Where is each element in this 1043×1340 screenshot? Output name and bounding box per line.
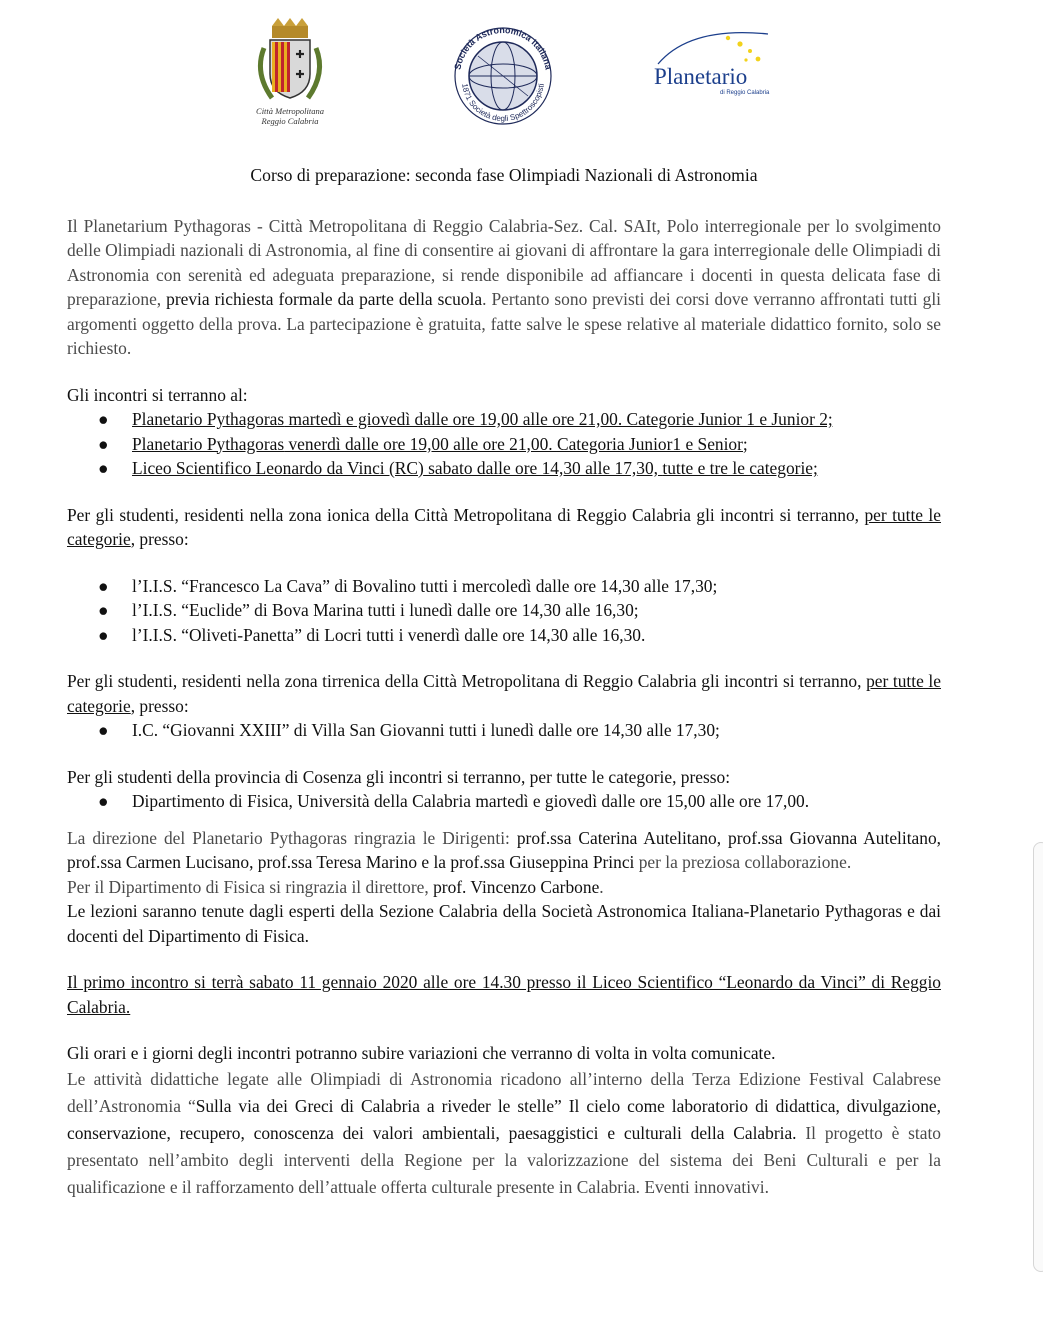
bullet-icon: ●	[98, 575, 109, 596]
list-item: ● Planetario Pythagoras venerdì dalle ore 19,00 alle ore 21,00. Categoria Junior1 e Senior;	[67, 432, 941, 457]
cosenza-list	[67, 789, 941, 814]
bullet-icon: ●	[98, 600, 109, 620]
list-item: ● l’I.I.S. “Oliveti-Panetta” di Locri tutti i venerdì dalle ore 14,30 alle 16,30.	[67, 623, 941, 648]
tyrrhenian-list	[67, 718, 941, 743]
list-item: ● Dipartimento di Fisica, Università della Calabria martedì e giovedì dalle ore 15,00 alle ore 17,00.	[67, 789, 941, 814]
svg-text:Società Astronomica Italiana: Società Astronomica Italiana	[452, 24, 554, 71]
svg-text:1871 Società degli Spettroscop: 1871 Società degli Spettroscopisti	[460, 82, 546, 124]
intro-highlight: previa richiesta formale da parte della scuola	[166, 289, 483, 309]
bullet-icon: ●	[98, 720, 109, 740]
bullet-icon: ●	[98, 791, 109, 811]
tyrrhenian-intro: Per gli studenti, residenti nella zona tirrenica della Città Metropolitana di Reggio Calabria gli incontri si terranno, per tutte le categorie, presso:	[67, 671, 941, 716]
physics-thanks: Per il Dipartimento di Fisica si ringrazia il direttore, prof. Vincenzo Carbone.	[67, 876, 604, 897]
ionic-intro: Per gli studenti, residenti nella zona ionica della Città Metropolitana di Reggio Calabria gli incontri si terranno, per tutte le categorie, presso:	[67, 504, 941, 549]
bullet-icon: ●	[98, 433, 109, 454]
list-item: ● l’I.I.S. “Francesco La Cava” di Bovalino tutti i mercoledì dalle ore 14,30 alle 17,30;	[67, 574, 941, 599]
document-body	[67, 163, 941, 1201]
list-item: ● Liceo Scientifico Leonardo da Vinci (RC) sabato dalle ore 14,30 alle 17,30, tutte e tre le categorie;	[67, 456, 941, 481]
sait-logo	[448, 20, 558, 137]
svg-text:✚: ✚	[295, 69, 305, 81]
lessons-paragraph: Le lezioni saranno tenute dagli esperti della Sezione Calabria della Società Astronomica Italiana-Planetario Pythagoras e dai docenti del Dipartimento di Fisica.	[67, 901, 941, 946]
city-logo-caption: Città Metropolitana Reggio Calabria	[256, 106, 324, 126]
first-meeting-notice: Il primo incontro si terrà sabato 11 gennaio 2020 alle ore 14.30 presso il Liceo Scientifico “Leonardo da Vinci” di Reggio Calabria.	[67, 972, 941, 1017]
bullet-icon: ●	[98, 624, 109, 645]
list-item: ● Planetario Pythagoras martedì e giovedì dalle ore 19,00 alle ore 21,00. Categorie Junior 1 e Junior 2;	[67, 407, 941, 432]
meetings-list	[67, 407, 941, 481]
scrollbar[interactable]	[1033, 842, 1043, 1272]
svg-text:di Reggio Calabria: di Reggio Calabria	[720, 90, 770, 96]
intro-paragraph: Il Planetarium Pythagoras - Città Metropolitana di Reggio Calabria-Sez. Cal. SAIt, Polo interregionale per lo svolgimento delle Olimpiadi nazionali di Astronomia, al fine di consentire ai giovani di affrontare la gara interregionale delle Olimpiadi di Astronomia con serenità ed adeguata preparazione, si rende disponibile ad affiancare i docenti in questa delicata fase di preparazione, previa richiesta formale da parte della scuola. Pertanto sono previsti dei corsi dove verranno affrontati tutti gli argomenti oggetto della prova. La partecipazione è gratuita, fatte salve le spese relative al materiale didattico fornito, solo se richiesto.	[67, 215, 941, 358]
list-item: ● l’I.I.S. “Euclide” di Bova Marina tutti i lunedì dalle ore 14,30 alle 16,30;	[67, 598, 941, 623]
meetings-heading: Gli incontri si terranno al:	[67, 384, 248, 405]
thanks-paragraph: La direzione del Planetario Pythagoras ringrazia le Dirigenti: prof.ssa Caterina Autelitano, prof.ssa Giovanna Autelitano, prof.ssa Carmen Lucisano, prof.ssa Teresa Marino e la prof.ssa Giuseppina Princi per la preziosa collaborazione.	[67, 827, 941, 872]
bullet-icon: ●	[98, 409, 109, 429]
list-item: ● I.C. “Giovanni XXIII” di Villa San Giovanni tutti i lunedì dalle ore 14,30 alle 17,30;	[67, 718, 941, 743]
cosenza-intro: Per gli studenti della provincia di Cosenza gli incontri si terranno, per tutte le categorie, presso:	[67, 766, 731, 787]
ionic-list	[67, 574, 941, 648]
document-title: Corso di preparazione: seconda fase Olimpiadi Nazionali di Astronomia	[250, 165, 758, 185]
bullet-icon: ●	[98, 458, 109, 478]
schedule-note: Gli orari e i giorni degli incontri potranno subire variazioni che verranno di volta in volta comunicate.	[67, 1043, 776, 1063]
svg-text:Planetario: Planetario	[654, 64, 748, 89]
city-coat-of-arms-logo	[240, 18, 340, 126]
svg-text:✚: ✚	[295, 49, 305, 61]
planetario-logo	[650, 24, 790, 109]
festival-paragraph: Le attività didattiche legate alle Olimpiadi di Astronomia ricadono all’interno della Terza Edizione Festival Calabrese dell’Astronomia “Sulla via dei Greci di Calabria a riveder le stelle” Il cielo come laboratorio di didattica, divulgazione, conservazione, recupero, conoscenza dei valori ambientali, paesaggistici e culturali della Calabria. Il progetto è stato presentato nell’ambito degli interventi della Regione per la valorizzazione del sistema dei Beni Culturali e per la qualificazione e il rafforzamento dell’attuale offerta culturale presente in Calabria. Eventi innovativi.	[67, 1068, 941, 1197]
header-logos	[0, 16, 1043, 136]
